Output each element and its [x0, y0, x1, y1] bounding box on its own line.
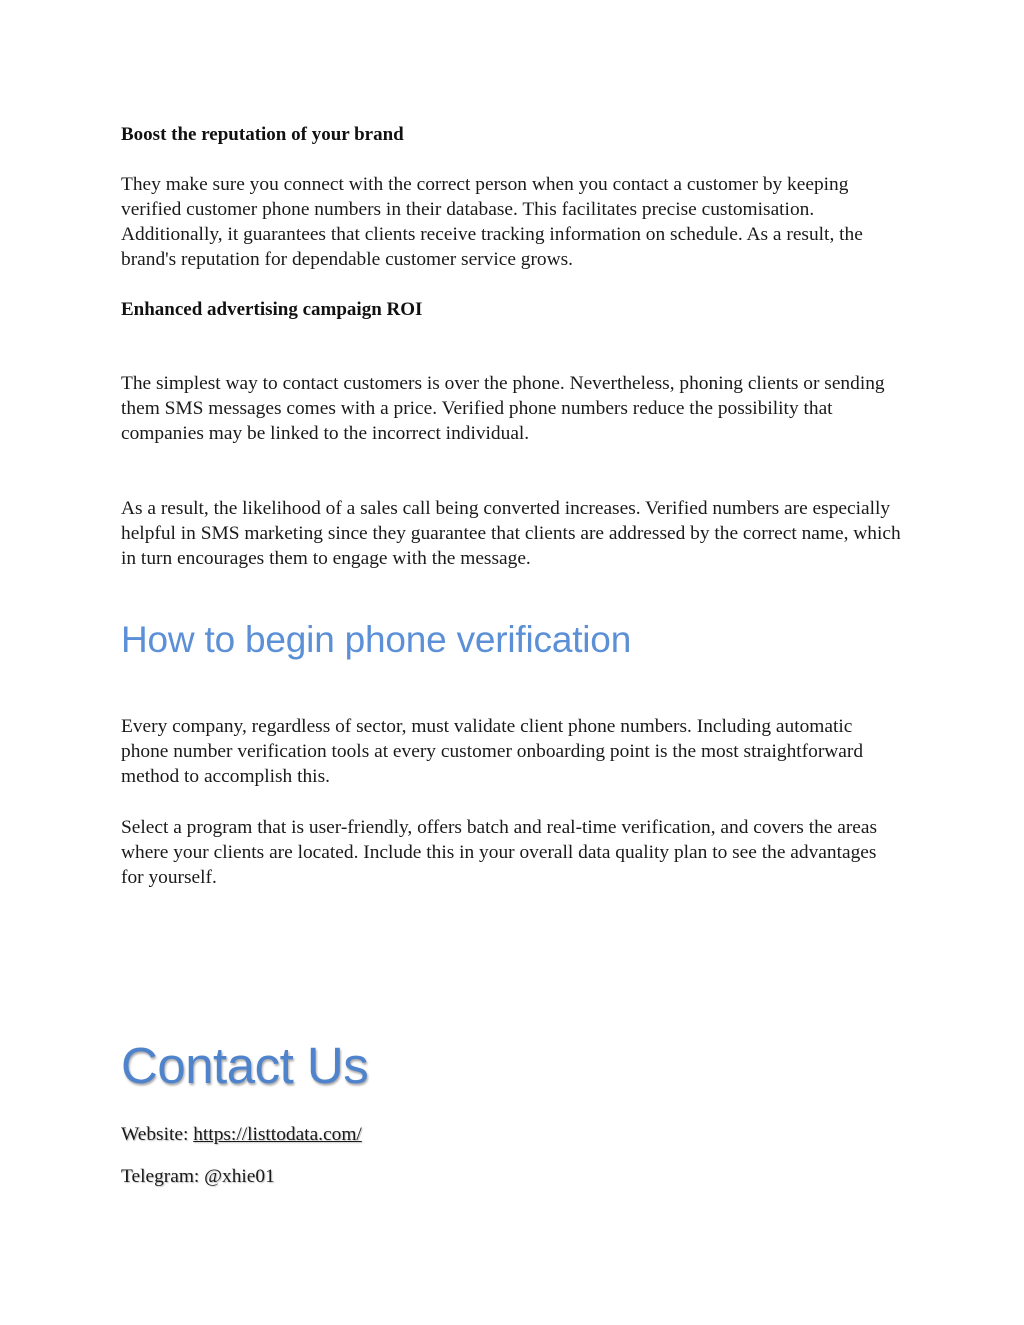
phone-verification-heading: How to begin phone verification — [121, 619, 632, 660]
brand-reputation-heading: Boost the reputation of your brand — [121, 124, 404, 145]
campaign-roi-paragraph-1: The simplest way to contact customers is over the phone. Nevertheless, phoning clients or sending them SMS messages comes with a price. Verified phone numbers reduce the possibility that companies may be linked to the incorrect individual. — [121, 373, 885, 444]
brand-reputation-paragraph: They make sure you connect with the correct person when you contact a customer by keeping verified customer phone numbers in their database. This facilitates precise customisation. Additionally, it guarantees that clients receive tracking information on schedule. As a result, the brand's reputation for dependable customer service grows. — [121, 174, 863, 270]
website-link[interactable]: https://listtodata.com/ — [193, 1124, 362, 1145]
campaign-roi-heading: Enhanced advertising campaign ROI — [121, 299, 423, 320]
campaign-roi-paragraph-2: As a result, the likelihood of a sales call being converted increases. Verified numbers are especially helpful in SMS marketing since they guarantee that clients are addressed by the correct name, which in turn encourages them to engage with the message. — [121, 498, 901, 569]
phone-verification-paragraph-1: Every company, regardless of sector, must validate client phone numbers. Including automatic phone number verification tools at every customer onboarding point is the most straightforward method to accomplish this. — [121, 716, 864, 787]
telegram-label: Telegram: — [121, 1166, 205, 1187]
telegram-handle: @xhie01 — [204, 1166, 275, 1187]
phone-verification-paragraph-2: Select a program that is user-friendly, offers batch and real-time verification, and covers the areas where your clients are located. Include this in your overall data quality plan to see the advantages for yourself. — [121, 817, 878, 888]
website-line — [121, 1122, 901, 1147]
contact-us-heading: Contact Us — [121, 1037, 369, 1094]
website-label: Website: — [121, 1124, 194, 1145]
telegram-line — [121, 1164, 901, 1189]
